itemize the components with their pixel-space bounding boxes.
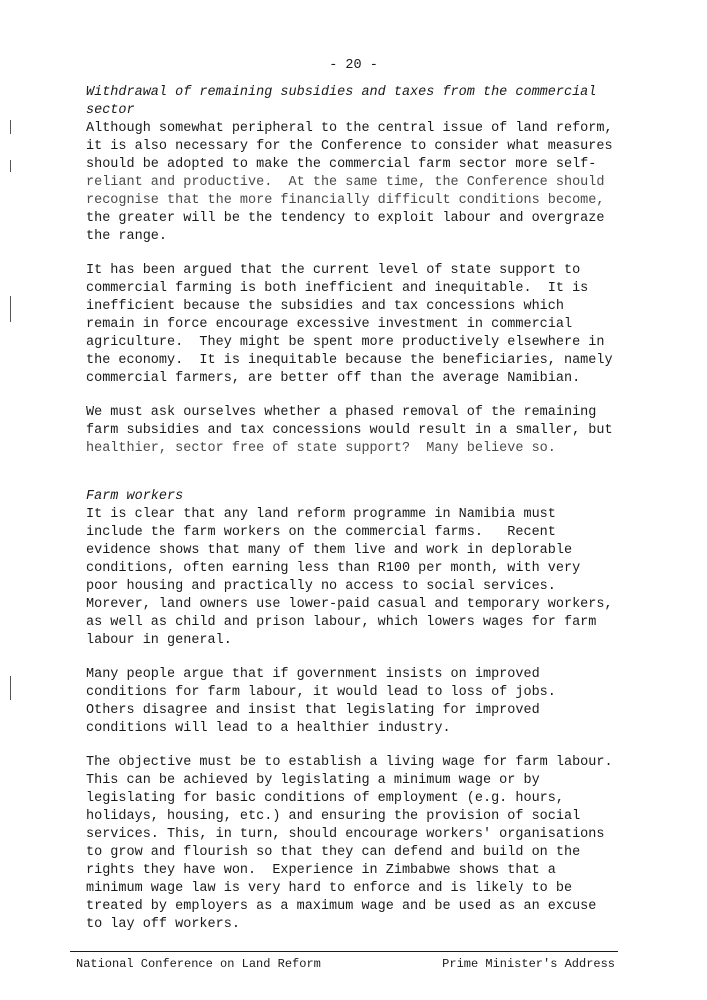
- text-line: commercial farming is both inefficient and inequitable. It is: [86, 281, 589, 296]
- text-line: It has been argued that the current level of state support to: [86, 263, 581, 278]
- text-line: agriculture. They might be spent more productively elsewhere in: [86, 335, 605, 350]
- page-number: - 20 -: [329, 58, 378, 73]
- text-line: the economy. It is inequitable because the beneficiaries, namely: [86, 353, 613, 368]
- text-line: include the farm workers on the commercial farms. Recent: [86, 525, 556, 540]
- section-gap: [86, 458, 626, 488]
- footer-conference-title: National Conference on Land Reform: [76, 957, 321, 971]
- text-line: rights they have won. Experience in Zimbabwe shows that a: [86, 863, 556, 878]
- text-line: Others disagree and insist that legislating for improved: [86, 703, 540, 718]
- text-line: legislating for basic conditions of employment (e.g. hours,: [86, 791, 564, 806]
- text-line: treated by employers as a maximum wage and be used as an excuse: [86, 899, 597, 914]
- paragraph: [86, 506, 626, 650]
- text-line: to lay off workers.: [86, 917, 240, 932]
- text-line: holidays, housing, etc.) and ensuring the provision of social: [86, 809, 581, 824]
- text-line: commercial farmers, are better off than the average Namibian.: [86, 371, 581, 386]
- text-line: Although somewhat peripheral to the central issue of land reform,: [86, 121, 613, 136]
- footer-divider: [70, 951, 618, 952]
- text-line: This can be achieved by legislating a minimum wage or by: [86, 773, 540, 788]
- text-line: Many people argue that if government insists on improved: [86, 667, 540, 682]
- text-line: We must ask ourselves whether a phased removal of the remaining: [86, 405, 597, 420]
- text-line: remain in force encourage excessive investment in commercial: [86, 317, 573, 332]
- text-line: minimum wage law is very hard to enforce and is likely to be: [86, 881, 573, 896]
- section-heading-subsidies-line2: sector: [86, 103, 135, 118]
- text-line: recognise that the more financially difficult conditions become,: [86, 193, 605, 208]
- text-line: it is also necessary for the Conference to consider what measures: [86, 139, 613, 154]
- text-line: the range.: [86, 229, 168, 244]
- margin-mark: [10, 120, 21, 134]
- text-line: conditions will lead to a healthier industry.: [86, 721, 451, 736]
- document-body: [86, 84, 626, 934]
- section-heading-subsidies-line1: Withdrawal of remaining subsidies and taxes from the commercial: [86, 85, 597, 100]
- footer-address-title: Prime Minister's Address: [442, 957, 615, 971]
- paragraph: [86, 262, 626, 388]
- text-line: to grow and flourish so that they can defend and build on the: [86, 845, 581, 860]
- paragraph-gap: [86, 246, 626, 262]
- text-line: Morever, land owners use lower-paid casual and temporary workers,: [86, 597, 613, 612]
- text-line: reliant and productive. At the same time, the Conference should: [86, 175, 605, 190]
- text-line: It is clear that any land reform programme in Namibia must: [86, 507, 556, 522]
- paragraph: [86, 754, 626, 934]
- margin-mark: [10, 296, 21, 322]
- margin-mark: [10, 676, 21, 700]
- text-line: healthier, sector free of state support? Many believe so.: [86, 441, 556, 456]
- margin-mark: [10, 160, 21, 172]
- text-line: the greater will be the tendency to exploit labour and overgraze: [86, 211, 605, 226]
- paragraph-gap: [86, 738, 626, 754]
- paragraph-gap: [86, 650, 626, 666]
- paragraph: [86, 404, 626, 458]
- text-line: inefficient because the subsidies and tax concessions which: [86, 299, 564, 314]
- paragraph-gap: [86, 388, 626, 404]
- text-line: should be adopted to make the commercial farm sector more self-: [86, 157, 597, 172]
- paragraph: [86, 120, 626, 246]
- paragraph: [86, 666, 626, 738]
- text-line: services. This, in turn, should encourage workers' organisations: [86, 827, 605, 842]
- text-line: poor housing and practically no access to social services.: [86, 579, 556, 594]
- text-line: evidence shows that many of them live and work in deplorable: [86, 543, 573, 558]
- text-line: conditions, often earning less than R100 per month, with very: [86, 561, 581, 576]
- section-heading-farm-workers: Farm workers: [86, 489, 184, 504]
- text-line: labour in general.: [86, 633, 232, 648]
- text-line: conditions for farm labour, it would lead to loss of jobs.: [86, 685, 556, 700]
- text-line: farm subsidies and tax concessions would result in a smaller, but: [86, 423, 613, 438]
- text-line: The objective must be to establish a living wage for farm labour.: [86, 755, 613, 770]
- text-line: as well as child and prison labour, which lowers wages for farm: [86, 615, 597, 630]
